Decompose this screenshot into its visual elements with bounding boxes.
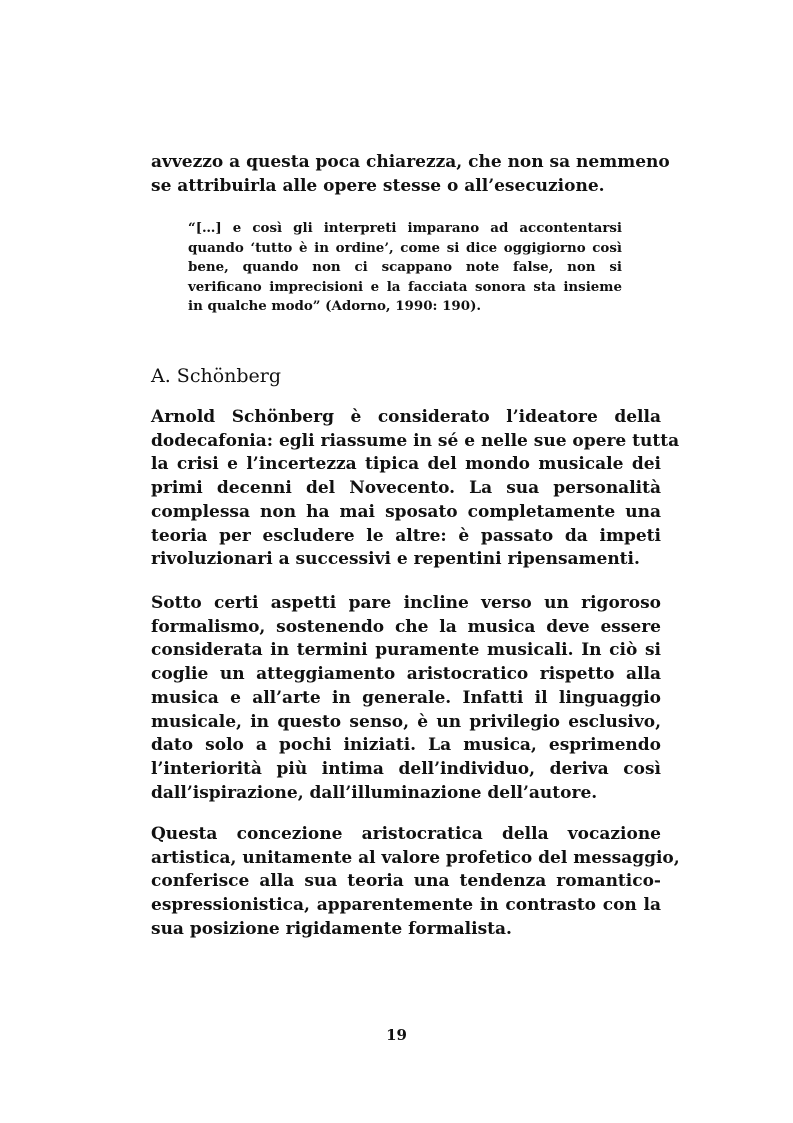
text-line: musicale, in questo senso, è un privilegio esclusivo,	[151, 711, 661, 732]
paragraph-3	[151, 823, 680, 942]
text-line: rivoluzionari a successivi e repentini ripensamenti.	[151, 549, 640, 570]
text-line: avvezzo a questa poca chiarezza, che non sa nemmeno	[151, 152, 670, 172]
quote-line: bene, quando non ci scappano note false, non si	[188, 259, 622, 276]
text-line: espressionistica, apparentemente in contrasto con la	[151, 895, 661, 916]
text-line: dato solo a pochi iniziati. La musica, esprimendo	[151, 735, 661, 756]
text-line: musica e all’arte in generale. Infatti il linguaggio	[151, 687, 661, 708]
text-line: Sotto certi aspetti pare incline verso un rigoroso	[151, 593, 661, 613]
block-quote	[188, 219, 622, 317]
text-line: Questa concezione aristocratica della vocazione	[151, 824, 661, 844]
text-line: conferisce alla sua teoria una tendenza romantico-	[151, 871, 661, 892]
quote-line: “[…] e così gli interpreti imparano ad accontentarsi	[188, 220, 622, 236]
text-line: coglie un atteggiamento aristocratico rispetto alla	[151, 664, 661, 685]
quote-line: quando ‘tutto è in ordine’, come si dice oggigiorno così	[188, 239, 622, 256]
text-line: teoria per escludere le altre: è passato da impeti	[151, 525, 661, 546]
text-line: sua posizione rigidamente formalista.	[151, 918, 512, 939]
paragraph-1	[151, 406, 680, 572]
text-line: l’interiorità più intima dell’individuo, deriva così	[151, 758, 661, 779]
text-line: complessa non ha mai sposato completamente una	[151, 501, 661, 522]
text-line: artistica, unitamente al valore profetico del messaggio,	[151, 847, 680, 868]
text-line: dodecafonia: egli riassume in sé e nelle sue opere tutta	[151, 430, 680, 451]
section-heading: A. Schönberg	[151, 365, 282, 387]
text-line: considerata in termini puramente musicali. In ciò si	[151, 640, 661, 661]
quote-line: verificano imprecisioni e la facciata sonora sta insieme	[188, 278, 622, 295]
text-line: Arnold Schönberg è considerato l’ideatore della	[151, 407, 661, 427]
text-line: formalismo, sostenendo che la musica deve essere	[151, 616, 661, 637]
text-line: la crisi e l’incertezza tipica del mondo musicale dei	[151, 454, 661, 475]
intro-paragraph	[151, 150, 670, 198]
text-line: se attribuirla alle opere stesse o all’esecuzione.	[151, 176, 605, 196]
paragraph-2	[151, 592, 661, 805]
page-number: 19	[386, 1026, 407, 1044]
text-line: dall’ispirazione, dall’illuminazione dell’autore.	[151, 782, 598, 803]
quote-line: in qualche modo” (Adorno, 1990: 190).	[188, 298, 482, 315]
text-line: primi decenni del Novecento. La sua personalità	[151, 478, 661, 499]
